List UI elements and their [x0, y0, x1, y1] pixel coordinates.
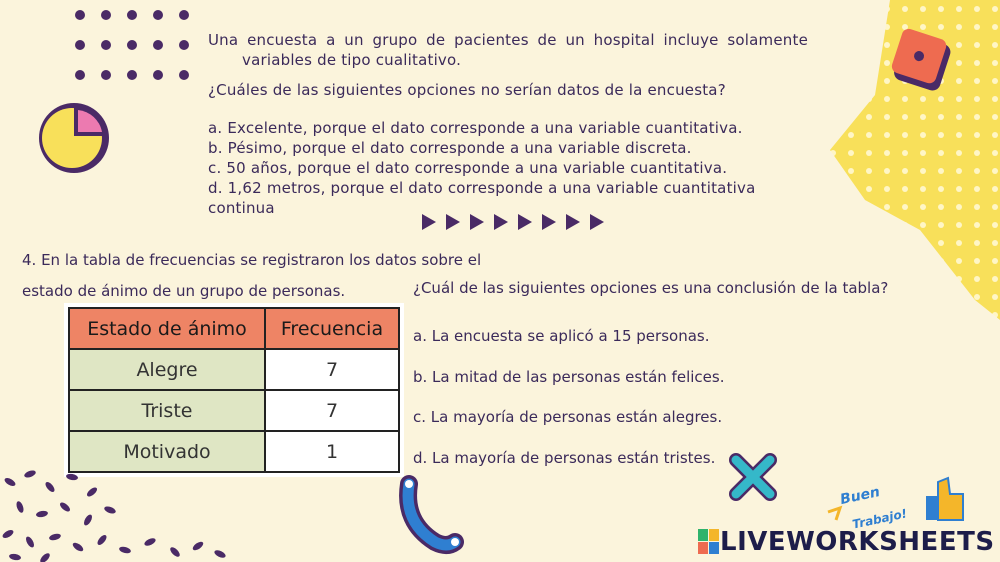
- question1-options: [208, 118, 808, 217]
- confetti-decoration: [0, 462, 250, 562]
- table-header-frecuencia: Frecuencia: [265, 308, 399, 349]
- question2-intro: [22, 245, 492, 307]
- question2-option-d[interactable]: d. La mayoría de personas están tristes.: [413, 448, 716, 467]
- table-row: [69, 349, 399, 390]
- question1-option-c[interactable]: c. 50 años, porque el dato corresponde a una variable cuantitativa.: [208, 159, 728, 177]
- question2-option-c[interactable]: c. La mayoría de personas están alegres.: [413, 408, 723, 426]
- dots-decoration: [70, 5, 200, 85]
- question2-options: [413, 327, 724, 489]
- table-cell-frecuencia: 7: [265, 349, 399, 390]
- badge-text-2: Trabajo!: [851, 506, 909, 532]
- question2-option-a[interactable]: a. La encuesta se aplicó a 15 personas.: [413, 327, 710, 345]
- table-cell-estado: Alegre: [69, 349, 265, 390]
- question2-intro-line1: 4. En la tabla de frecuencias se registraron los datos sobre el: [22, 251, 482, 269]
- question1-option-b[interactable]: b. Pésimo, porque el dato corresponde a una variable discreta.: [208, 139, 692, 157]
- question1-option-a[interactable]: a. Excelente, porque el dato corresponde a una variable cuantitativa.: [208, 119, 743, 137]
- question1-statement-cont: variables de tipo cualitativo.: [242, 51, 462, 69]
- table-cell-estado: Triste: [69, 390, 265, 431]
- badge-text: Buen: [838, 484, 882, 508]
- table-header-row: [69, 308, 399, 349]
- question1-option-d[interactable]: d. 1,62 metros, porque el dato corresponde a una variable cuantitativa continua: [208, 179, 756, 217]
- question2-option-b[interactable]: b. La mitad de las personas están felices.: [413, 367, 725, 386]
- dice-icon: [888, 28, 954, 98]
- frequency-table: [68, 307, 400, 473]
- table-cell-frecuencia: 7: [265, 390, 399, 431]
- pie-chart-icon: [34, 98, 114, 178]
- table-cell-estado: Motivado: [69, 431, 265, 472]
- curve-decoration: [395, 472, 470, 557]
- question2-prompt: ¿Cuál de las siguientes opciones es una conclusión de la tabla?: [413, 279, 889, 297]
- table-header-estado: Estado de ánimo: [69, 308, 265, 349]
- question1-prompt: ¿Cuáles de las siguientes opciones no serían datos de la encuesta?: [208, 81, 726, 99]
- arrows-decoration: [420, 212, 610, 232]
- question1-block: [208, 30, 808, 217]
- question2-intro-line2: estado de ánimo de un grupo de personas.: [22, 282, 346, 300]
- question1-statement: Una encuesta a un grupo de pacientes de un hospital incluye solamente: [208, 31, 808, 49]
- logo-text[interactable]: LIVEWORKSHEETS: [720, 527, 995, 557]
- x-decoration: [726, 450, 780, 504]
- table-cell-frecuencia: 1: [265, 431, 399, 472]
- table-row: [69, 390, 399, 431]
- logo-icon: [698, 529, 720, 555]
